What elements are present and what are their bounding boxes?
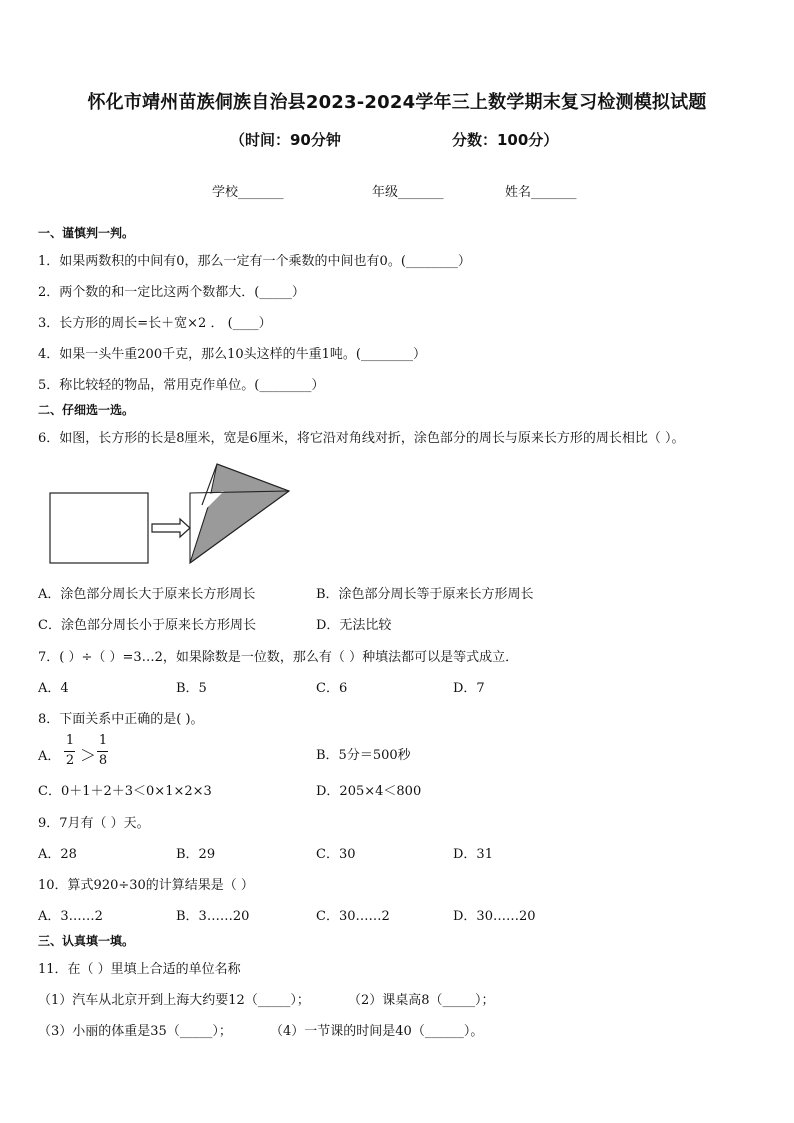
fraction-2-denominator: 8 xyxy=(98,753,108,768)
page-title: 怀化市靖州苗族侗族自治县2023-2024学年三上数学期末复习检测模拟试题 xyxy=(87,92,707,113)
original-rectangle xyxy=(50,493,148,563)
greater-than-sign: ＞ xyxy=(80,746,97,765)
q11-part-3: （3）小丽的体重是35（_____）； xyxy=(38,1024,232,1039)
q6-option-d: D．无法比较 xyxy=(316,618,392,633)
question-10: 10．算式920÷30的计算结果是（ ） xyxy=(38,878,254,893)
question-5: 5．称比较轻的物品，常用克作单位。(________） xyxy=(38,378,325,393)
q6-option-b: B．涂色部分周长等于原来长方形周长 xyxy=(316,587,534,602)
rectangle-fold-figure xyxy=(40,455,300,570)
fraction-2-numerator: 1 xyxy=(98,733,108,748)
school-field: 学校_______ xyxy=(212,185,284,200)
q6-option-c: C．涂色部分周长小于原来长方形周长 xyxy=(38,618,256,633)
fraction-1-bar xyxy=(64,751,75,752)
q10-option-b: B．3……20 xyxy=(176,909,250,924)
q7-option-c: C．6 xyxy=(316,681,348,696)
q9-option-c: C．30 xyxy=(316,847,356,862)
name-field: 姓名_______ xyxy=(505,185,577,200)
q8-option-d: D．205×4＜800 xyxy=(316,784,422,799)
question-6: 6．如图，长方形的长是8厘米，宽是6厘米，将它沿对角线对折，涂色部分的周长与原来长方形的周长相比（ ）。 xyxy=(38,431,685,446)
grade-field: 年级_______ xyxy=(372,185,444,200)
question-3: 3．长方形的周长=长＋宽×2 ． (____） xyxy=(38,316,272,331)
exam-time: （时间：90分钟 xyxy=(230,131,341,149)
fraction-1-numerator: 1 xyxy=(65,733,75,748)
arrow-icon xyxy=(152,519,190,537)
fraction-1-denominator: 2 xyxy=(65,753,75,768)
section-2-heading: 二、仔细选一选。 xyxy=(38,403,135,417)
q7-option-d: D．7 xyxy=(453,681,485,696)
q10-option-a: A．3……2 xyxy=(38,909,103,924)
fraction-2-bar xyxy=(97,751,108,752)
question-1: 1．如果两数积的中间有0，那么一定有一个乘数的中间也有0。(________） xyxy=(38,254,471,269)
q11-part-2: （2）课桌高8（_____）； xyxy=(348,993,495,1008)
q8-option-c: C．0＋1＋2＋3＜0×1×2×3 xyxy=(38,784,212,799)
question-2: 2．两个数的和一定比这两个数都大．(_____） xyxy=(38,285,305,300)
q6-option-a: A．涂色部分周长大于原来长方形周长 xyxy=(38,587,256,602)
question-11: 11．在（ ）里填上合适的单位名称 xyxy=(38,962,241,977)
question-8: 8．下面关系中正确的是( )。 xyxy=(38,712,204,727)
q8-option-b: B．5分＝500秒 xyxy=(316,748,411,763)
q9-option-d: D．31 xyxy=(453,847,493,862)
question-4: 4．如果一头牛重200千克，那么10头这样的牛重1吨。(________） xyxy=(38,347,426,362)
section-3-heading: 三、认真填一填。 xyxy=(38,934,135,948)
q11-part-1: （1）汽车从北京开到上海大约要12（_____）； xyxy=(38,993,310,1008)
question-9: 9．7月有（ ）天。 xyxy=(38,816,150,831)
question-7: 7．( ）÷（ ）=3…2，如果除数是一位数，那么有（ ）种填法都可以是等式成立． xyxy=(38,650,519,665)
q8-option-a-label: A． xyxy=(38,749,61,764)
q10-option-c: C．30……2 xyxy=(316,909,390,924)
q7-option-a: A．4 xyxy=(38,681,69,696)
q10-option-d: D．30……20 xyxy=(453,909,536,924)
folded-shape xyxy=(190,464,289,563)
q11-part-4: （4）一节课的时间是40（______）。 xyxy=(270,1024,484,1039)
q9-option-a: A．28 xyxy=(38,847,77,862)
section-1-heading: 一、谨慎判一判。 xyxy=(38,226,135,240)
q9-option-b: B．29 xyxy=(176,847,216,862)
exam-score: 分数：100分） xyxy=(452,131,559,149)
q7-option-b: B．5 xyxy=(176,681,207,696)
